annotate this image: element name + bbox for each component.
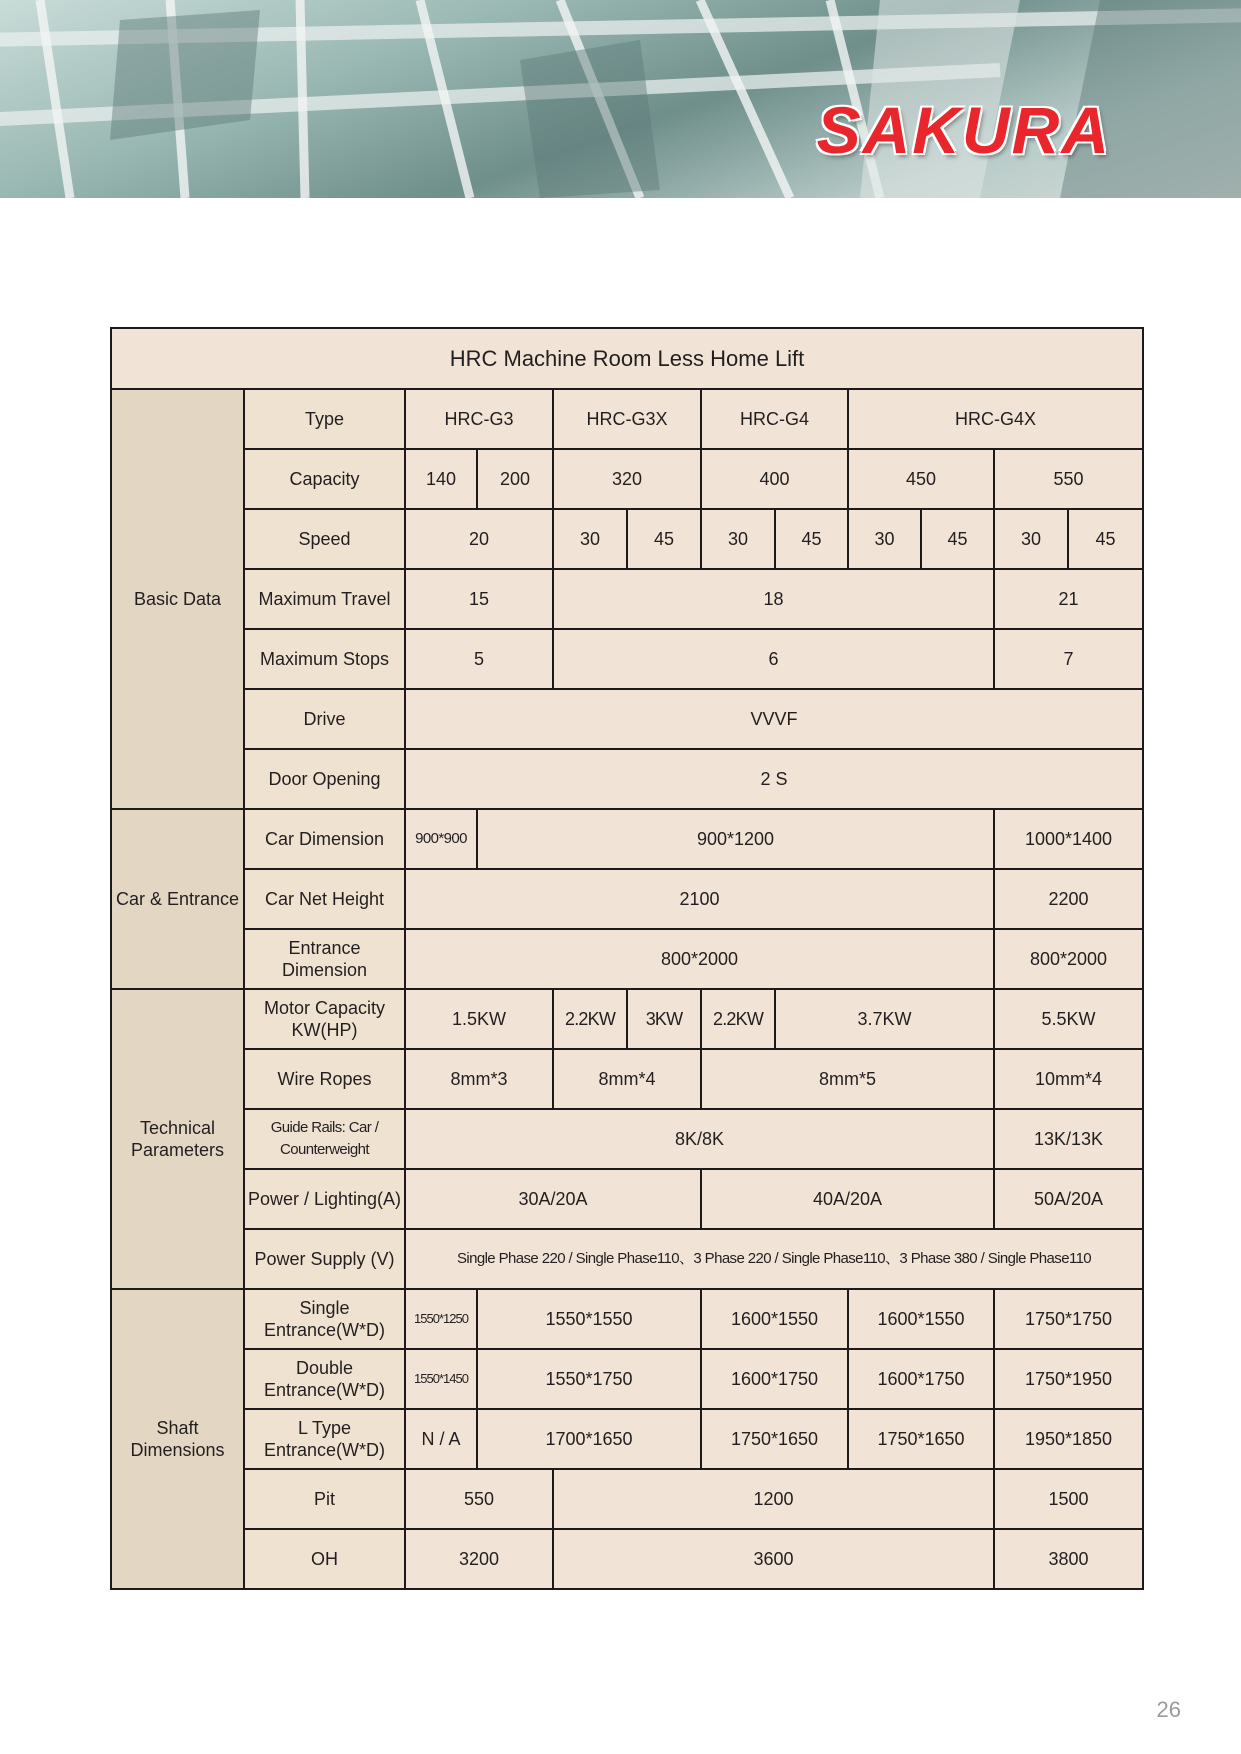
speed-cell: 45 (921, 509, 994, 569)
row-label-guide-rails: Guide Rails: Car / Counterweight (244, 1109, 405, 1169)
stops-cell: 6 (553, 629, 994, 689)
row-label-car-net-height: Car Net Height (244, 869, 405, 929)
ropes-cell: 8mm*3 (405, 1049, 553, 1109)
row-label-type: Type (244, 389, 405, 449)
l-type-entrance-cell: 1950*1850 (994, 1409, 1143, 1469)
ropes-cell: 8mm*5 (701, 1049, 994, 1109)
l-type-entrance-cell: N / A (405, 1409, 477, 1469)
single-entrance-cell: 1550*1550 (477, 1289, 701, 1349)
capacity-cell: 320 (553, 449, 701, 509)
table-title: HRC Machine Room Less Home Lift (111, 328, 1143, 389)
row-label-single-entrance: Single Entrance(W*D) (244, 1289, 405, 1349)
double-entrance-cell: 1750*1950 (994, 1349, 1143, 1409)
motor-cell: 3.7KW (775, 989, 994, 1049)
stops-cell: 5 (405, 629, 553, 689)
speed-cell: 20 (405, 509, 553, 569)
row-label-wire-ropes: Wire Ropes (244, 1049, 405, 1109)
ropes-cell: 8mm*4 (553, 1049, 701, 1109)
motor-cell: 2.2KW (553, 989, 627, 1049)
car-dimension-cell: 900*900 (405, 809, 477, 869)
double-entrance-cell: 1600*1750 (848, 1349, 994, 1409)
motor-cell: 2.2KW (701, 989, 775, 1049)
group-car-entrance: Car & Entrance (111, 809, 244, 989)
row-label-pit: Pit (244, 1469, 405, 1529)
l-type-entrance-cell: 1750*1650 (701, 1409, 848, 1469)
pit-cell: 1200 (553, 1469, 994, 1529)
drive-cell: VVVF (405, 689, 1143, 749)
speed-cell: 30 (701, 509, 775, 569)
group-shaft-dimensions: Shaft Dimensions (111, 1289, 244, 1589)
capacity-cell: 200 (477, 449, 553, 509)
page-number: 26 (1156, 1697, 1181, 1722)
pit-cell: 550 (405, 1469, 553, 1529)
group-basic-data: Basic Data (111, 389, 244, 809)
door-cell: 2 S (405, 749, 1143, 809)
rails-cell: 8K/8K (405, 1109, 994, 1169)
single-entrance-cell: 1750*1750 (994, 1289, 1143, 1349)
car-height-cell: 2200 (994, 869, 1143, 929)
power-lighting-cell: 40A/20A (701, 1169, 994, 1229)
spec-table (110, 327, 1144, 1590)
group-technical-parameters: Technical Parameters (111, 989, 244, 1289)
travel-cell: 21 (994, 569, 1143, 629)
row-label-drive: Drive (244, 689, 405, 749)
single-entrance-cell: 1600*1550 (701, 1289, 848, 1349)
pit-cell: 1500 (994, 1469, 1143, 1529)
double-entrance-cell: 1600*1750 (701, 1349, 848, 1409)
l-type-entrance-cell: 1750*1650 (848, 1409, 994, 1469)
row-label-max-travel: Maximum Travel (244, 569, 405, 629)
car-dimension-cell: 1000*1400 (994, 809, 1143, 869)
single-entrance-cell: 1600*1550 (848, 1289, 994, 1349)
oh-cell: 3200 (405, 1529, 553, 1589)
capacity-cell: 550 (994, 449, 1143, 509)
type-cell: HRC-G4X (848, 389, 1143, 449)
car-height-cell: 2100 (405, 869, 994, 929)
power-supply-cell: Single Phase 220 / Single Phase110、3 Phase 220 / Single Phase110、3 Phase 380 / Single Phase110 (405, 1229, 1143, 1289)
double-entrance-cell: 1550*1450 (405, 1349, 477, 1409)
speed-cell: 45 (627, 509, 701, 569)
travel-cell: 18 (553, 569, 994, 629)
row-label-capacity: Capacity (244, 449, 405, 509)
row-label-motor-capacity: Motor Capacity KW(HP) (244, 989, 405, 1049)
speed-cell: 45 (1068, 509, 1143, 569)
row-label-double-entrance: Double Entrance(W*D) (244, 1349, 405, 1409)
header-banner-photo (0, 0, 1241, 198)
row-label-entrance-dimension: Entrance Dimension (244, 929, 405, 989)
motor-cell: 5.5KW (994, 989, 1143, 1049)
type-cell: HRC-G3X (553, 389, 701, 449)
single-entrance-cell: 1550*1250 (405, 1289, 477, 1349)
row-label-l-type-entrance: L Type Entrance(W*D) (244, 1409, 405, 1469)
car-dimension-cell: 900*1200 (477, 809, 994, 869)
row-label-oh: OH (244, 1529, 405, 1589)
type-cell: HRC-G4 (701, 389, 848, 449)
sakura-logo: SAKURA (816, 93, 1111, 167)
row-label-max-stops: Maximum Stops (244, 629, 405, 689)
type-cell: HRC-G3 (405, 389, 553, 449)
speed-cell: 30 (848, 509, 921, 569)
oh-cell: 3800 (994, 1529, 1143, 1589)
rails-cell: 13K/13K (994, 1109, 1143, 1169)
power-lighting-cell: 30A/20A (405, 1169, 701, 1229)
entrance-dimension-cell: 800*2000 (994, 929, 1143, 989)
power-lighting-cell: 50A/20A (994, 1169, 1143, 1229)
double-entrance-cell: 1550*1750 (477, 1349, 701, 1409)
entrance-dimension-cell: 800*2000 (405, 929, 994, 989)
speed-cell: 30 (553, 509, 627, 569)
oh-cell: 3600 (553, 1529, 994, 1589)
motor-cell: 3KW (627, 989, 701, 1049)
speed-cell: 45 (775, 509, 848, 569)
row-label-speed: Speed (244, 509, 405, 569)
capacity-cell: 400 (701, 449, 848, 509)
capacity-cell: 450 (848, 449, 994, 509)
l-type-entrance-cell: 1700*1650 (477, 1409, 701, 1469)
row-label-car-dimension: Car Dimension (244, 809, 405, 869)
stops-cell: 7 (994, 629, 1143, 689)
capacity-cell: 140 (405, 449, 477, 509)
row-label-power-supply: Power Supply (V) (244, 1229, 405, 1289)
row-label-door-opening: Door Opening (244, 749, 405, 809)
ropes-cell: 10mm*4 (994, 1049, 1143, 1109)
speed-cell: 30 (994, 509, 1068, 569)
travel-cell: 15 (405, 569, 553, 629)
row-label-power-lighting: Power / Lighting(A) (244, 1169, 405, 1229)
motor-cell: 1.5KW (405, 989, 553, 1049)
